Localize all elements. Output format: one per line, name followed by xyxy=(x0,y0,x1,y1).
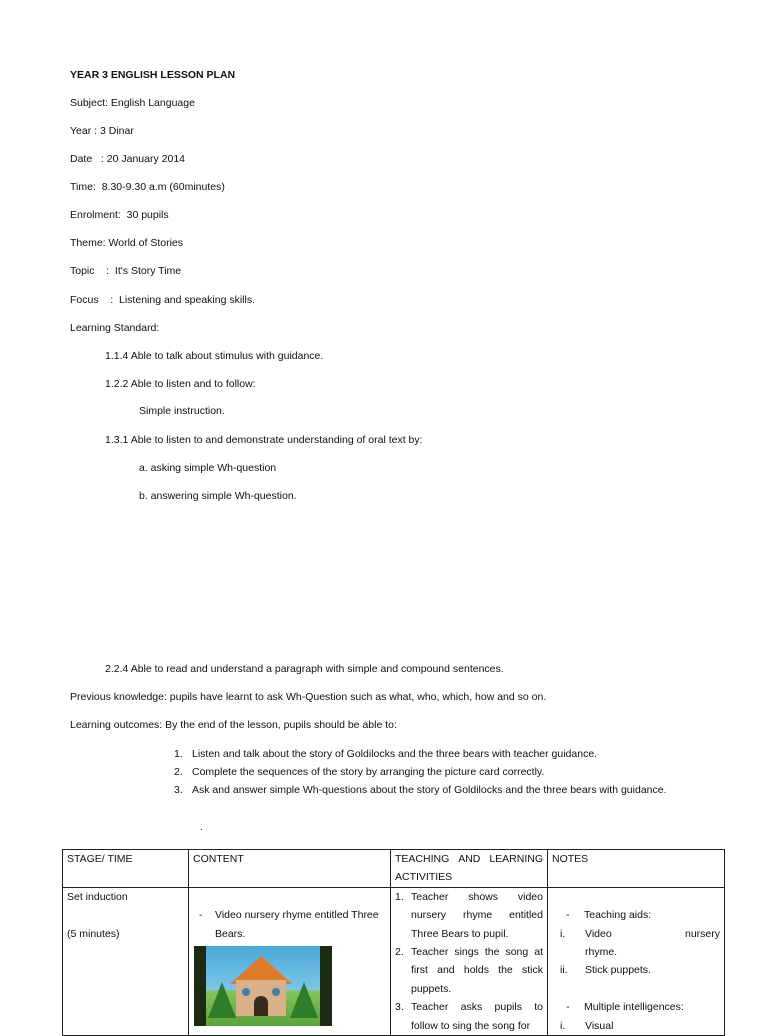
content-cell xyxy=(189,887,391,1035)
teaching-aid-item: ii. Stick puppets. xyxy=(560,964,651,977)
standard-1-3-1: 1.3.1 Able to listen to and demonstrate understanding of oral text by: xyxy=(105,434,423,446)
activities-cell xyxy=(391,887,548,1035)
standard-1-3-1-b: b. answering simple Wh-question. xyxy=(139,490,297,502)
intelligence-item: i. Visual xyxy=(560,1019,614,1032)
multiple-intelligences-label: - Multiple intelligences: xyxy=(566,1001,684,1014)
enrolment-line: Enrolment: 30 pupils xyxy=(70,209,169,221)
standard-1-2-2-sub: Simple instruction. xyxy=(139,405,225,417)
table-header-row xyxy=(63,850,725,888)
stage-cell: Set induction (5 minutes) xyxy=(63,887,189,1035)
learning-outcomes-intro: Learning outcomes: By the end of the lesson, pupils should be able to: xyxy=(70,719,397,731)
list-item: 3. Ask and answer simple Wh-questions about the story of Goldilocks and the three bears with guidance. xyxy=(174,784,667,796)
focus-line: Focus : Listening and speaking skills. xyxy=(70,294,256,306)
standard-1-2-2: 1.2.2 Able to listen and to follow: xyxy=(105,378,256,390)
theme-line: Theme: World of Stories xyxy=(70,237,184,249)
activity-item: 3. Teacher asks pupils to follow to sing the song for xyxy=(395,1001,543,1032)
list-item: 1. Listen and talk about the story of Goldilocks and the three bears with teacher guidance. xyxy=(174,748,598,760)
lesson-plan-table xyxy=(62,849,725,1036)
year-line: Year : 3 Dinar xyxy=(70,125,134,137)
teaching-aids-label: - Teaching aids: xyxy=(566,909,652,922)
header-content: CONTENT xyxy=(189,850,391,888)
standard-1-3-1-a: a. asking simple Wh-question xyxy=(139,462,277,474)
time-line: Time: 8.30-9.30 a.m (60minutes) xyxy=(70,181,225,193)
header-activities: TEACHING AND LEARNING ACTIVITIES xyxy=(391,850,548,888)
page-title: YEAR 3 ENGLISH LESSON PLAN xyxy=(70,69,236,81)
notes-cell xyxy=(548,887,725,1035)
standard-1-1-4: 1.1.4 Able to talk about stimulus with guidance. xyxy=(105,350,324,362)
table-row xyxy=(63,887,725,1035)
learning-standard-label: Learning Standard: xyxy=(70,322,160,334)
date-line: Date : 20 January 2014 xyxy=(70,153,185,165)
standard-2-2-4: 2.2.4 Able to read and understand a paragraph with simple and compound sentences. xyxy=(105,663,504,675)
topic-line: Topic : It's Story Time xyxy=(70,265,182,277)
content-item: - Video nursery rhyme entitled Three Bears. xyxy=(199,909,379,940)
subject-line: Subject: English Language xyxy=(70,97,195,109)
previous-knowledge: Previous knowledge: pupils have learnt to ask Wh-Question such as what, who, which, how and so on. xyxy=(70,691,547,703)
list-item: 2. Complete the sequences of the story by arranging the picture card correctly. xyxy=(174,766,545,778)
learning-outcomes-list xyxy=(174,747,667,801)
header-notes: NOTES xyxy=(548,850,725,888)
nursery-rhyme-video-thumbnail xyxy=(194,946,332,1026)
header-stage-time: STAGE/ TIME xyxy=(63,850,189,888)
stray-mark: . xyxy=(200,822,203,833)
activity-item: 1. Teacher shows video nursery rhyme entitled Three Bears to pupil. xyxy=(395,890,543,940)
activity-item: 2. Teacher sings the song at first and holds the stick puppets. xyxy=(395,946,543,995)
teaching-aid-item: i. Video nursery rhyme. xyxy=(560,927,720,959)
